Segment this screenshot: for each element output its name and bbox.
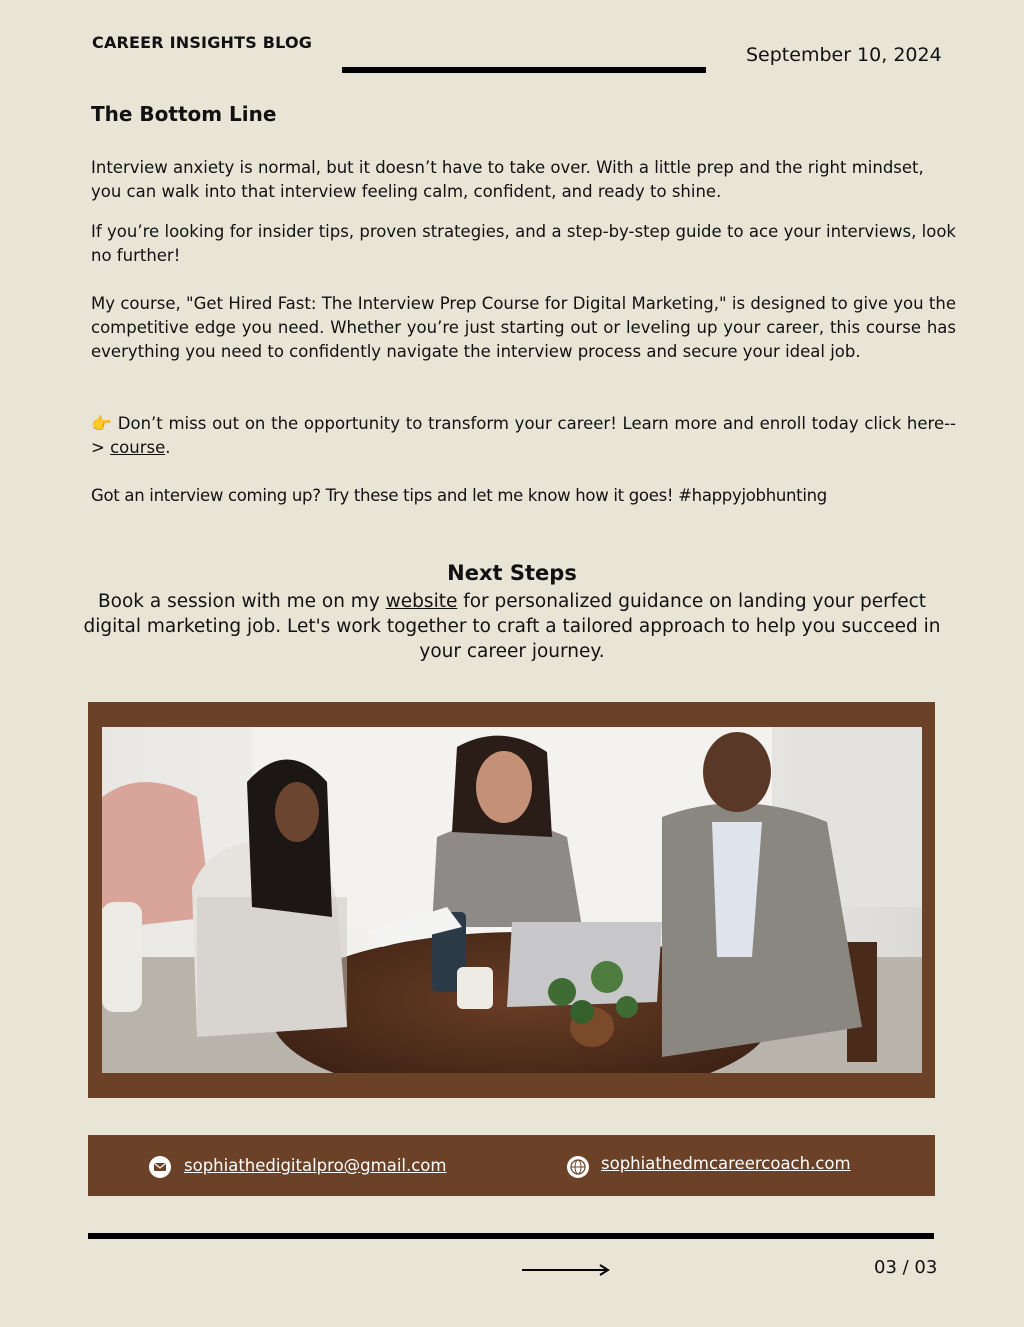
globe-icon (567, 1156, 589, 1178)
course-link[interactable]: course (110, 438, 166, 457)
next-steps-body (80, 589, 944, 664)
website-contact-link[interactable]: sophiathedmcareercoach.com (601, 1154, 851, 1173)
mail-icon (149, 1156, 171, 1178)
blog-label: CAREER INSIGHTS BLOG (92, 33, 313, 52)
enroll-text: Don’t miss out on the opportunity to transform your career! Learn more and enroll today click here--> (91, 414, 957, 457)
paragraph-enroll (91, 412, 956, 460)
arrow-right-icon[interactable] (522, 1262, 612, 1276)
footer-divider (88, 1233, 934, 1239)
paragraph-course: My course, "Get Hired Fast: The Interview Prep Course for Digital Marketing," is designed to give you the competitive edge you need. Whether you’re just starting out or leveling up your career, this course has everything you need to confidently navigate the interview process and secure your ideal job. (91, 294, 956, 361)
next-steps-title: Next Steps (447, 561, 577, 585)
meeting-photo (102, 727, 922, 1073)
page-number: 03 / 03 (874, 1257, 938, 1278)
header-divider (342, 67, 706, 73)
pointing-finger-icon: 👉 (91, 414, 113, 433)
next-steps-text-before: Book a session with me on my (97, 591, 386, 612)
post-date: September 10, 2024 (746, 44, 942, 66)
paragraph-anxiety: Interview anxiety is normal, but it doesn’t have to take over. With a little prep and the right mindset, you can walk into that interview feeling calm, confident, and ready to shine. (91, 158, 924, 201)
email-link[interactable]: sophiathedigitalpro@gmail.com (184, 1156, 447, 1175)
paragraph-happy-hunting: Got an interview coming up? Try these tips and let me know how it goes! #happyjobhunting (91, 486, 827, 505)
paragraph-insider-tips: If you’re looking for insider tips, proven strategies, and a step-by-step guide to ace your interviews, look no further! (91, 222, 956, 265)
section-title-bottom-line: The Bottom Line (91, 102, 277, 126)
enroll-period: . (165, 438, 171, 457)
website-link[interactable]: website (385, 591, 458, 612)
next-steps-text-after: for personalized guidance on landing your perfect digital marketing job. Let's work together to craft a tailored approach to help you succeed in your career journey. (83, 591, 941, 662)
